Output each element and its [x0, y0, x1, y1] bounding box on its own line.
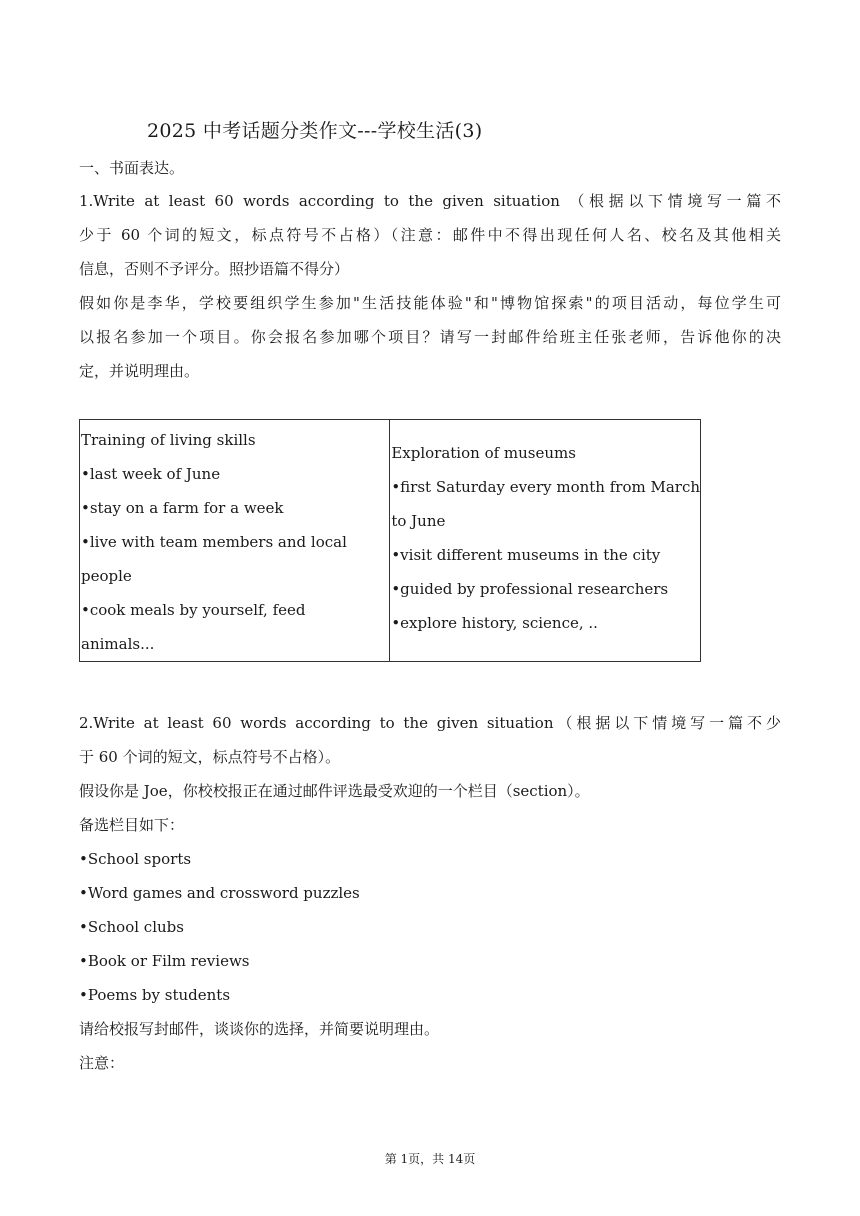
project-options-table: [79, 419, 701, 662]
living-skills-item: •live with team members and local: [81, 533, 347, 551]
q2-line-4: 备选栏目如下：: [79, 816, 185, 834]
q2-option: •Word games and crossword puzzles: [79, 884, 360, 902]
q2-option: •School sports: [79, 850, 192, 868]
q2-line-11: 注意：: [79, 1054, 125, 1072]
living-skills-item: •last week of June: [81, 465, 221, 483]
q1-line-4: 假如你是李华，学校要组织学生参加"生活技能体验"和"博物馆探索"的项目活动，每位学生可: [79, 294, 781, 312]
q1-line-2: 少于 60 个词的短文，标点符号不占格）（注意：邮件中不得出现任何人名、校名及其他相关: [79, 226, 781, 244]
living-skills-cell: [80, 420, 390, 662]
living-skills-item: •stay on a farm for a week: [81, 499, 284, 517]
q2-line-2: 于 60 个词的短文，标点符号不占格）。: [79, 748, 341, 766]
page-footer: 第 1页，共 14页: [384, 1152, 476, 1166]
page-title: 2025 中考话题分类作文---学校生活(3): [147, 120, 483, 142]
q1-line-3: 信息，否则不予评分。照抄语篇不得分）: [79, 260, 350, 278]
q2-line-1: 2.Write at least 60 words according to the given situation（根据以下情境写一篇不少: [79, 714, 781, 732]
living-skills-item: animals...: [81, 635, 155, 653]
q2-option: •Poems by students: [79, 986, 231, 1004]
museums-item: •guided by professional researchers: [391, 580, 669, 598]
q2-option: •Book or Film reviews: [79, 952, 250, 970]
q1-line-6: 定，并说明理由。: [79, 362, 200, 380]
living-skills-item: •cook meals by yourself, feed: [81, 601, 306, 619]
museums-item: to June: [391, 512, 446, 530]
museums-cell: [390, 420, 701, 662]
q1-line-1: 1.Write at least 60 words according to the given situation （根据以下情境写一篇不: [79, 192, 781, 210]
living-skills-item: people: [81, 567, 132, 585]
museums-heading: Exploration of museums: [391, 444, 576, 462]
museums-item: •explore history, science, ..: [391, 614, 598, 632]
museums-item: •visit different museums in the city: [391, 546, 661, 564]
q2-line-10: 请给校报写封邮件，谈谈你的选择，并简要说明理由。: [79, 1020, 440, 1038]
q2-line-3: 假设你是 Joe，你校校报正在通过邮件评选最受欢迎的一个栏目（section）。: [79, 782, 590, 800]
q1-line-5: 以报名参加一个项目。你会报名参加哪个项目？请写一封邮件给班主任张老师，告诉他你的决: [79, 328, 781, 346]
q2-option: •School clubs: [79, 918, 184, 936]
museums-item: •first Saturday every month from March: [391, 478, 700, 496]
living-skills-heading: Training of living skills: [81, 431, 256, 449]
section-heading: 一、书面表达。: [79, 159, 185, 177]
